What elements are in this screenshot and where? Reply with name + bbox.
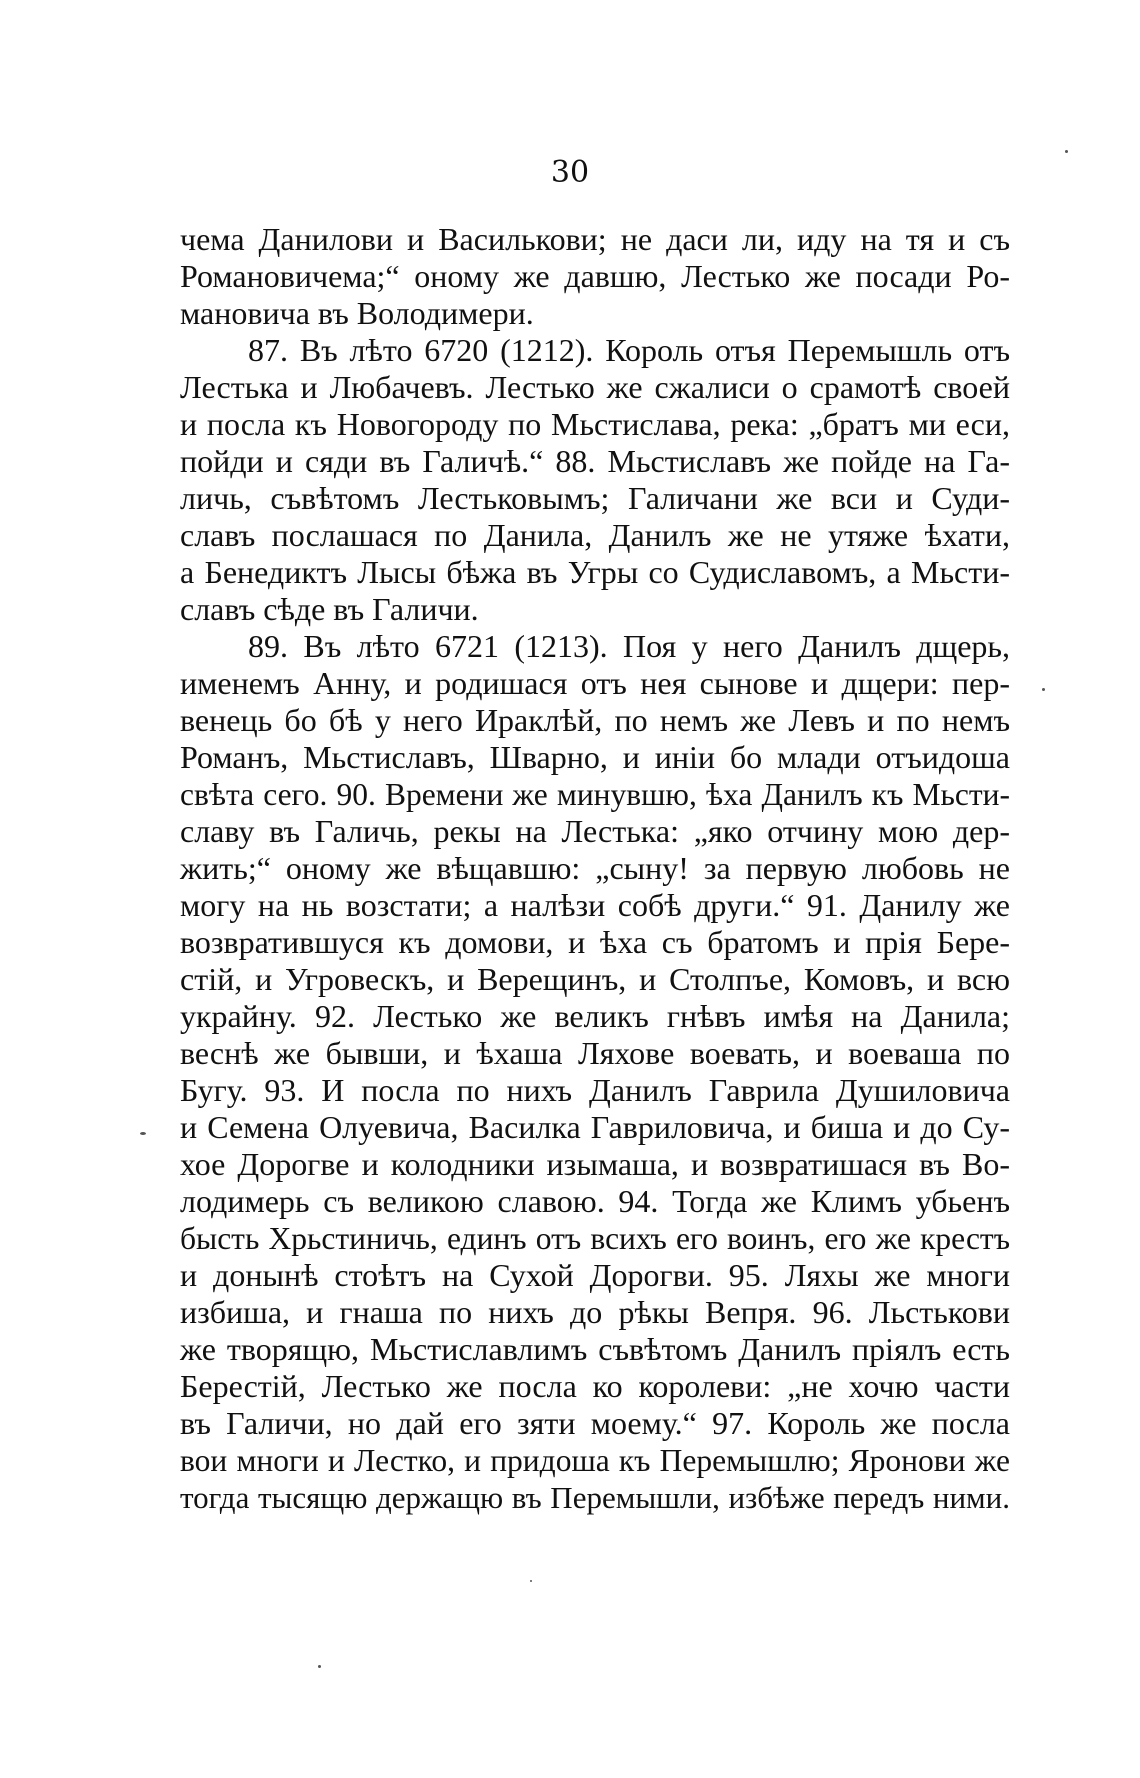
text-line: избиша, и гнаша по нихъ до рѣкы Вепря. 96. Льстькови — [180, 1294, 1010, 1330]
text-line: бысть Хрьстиничь, единъ отъ всихъ его воинъ, его же крестъ — [180, 1221, 1010, 1256]
scan-speck — [1065, 150, 1068, 153]
text-line: лодимерь съ великою славою. 94. Тогда же Климъ убьенъ — [180, 1183, 1010, 1219]
body-text — [180, 221, 1010, 1516]
text-line: а Бенедиктъ Лысы бѣжа въ Угры со Судиславомъ, а Мьсти- — [180, 554, 1010, 590]
text-line: тогда тысящю держащю въ Перемышли, избѣже передъ ними. — [180, 1480, 1010, 1515]
text-line: же творящю, Мьстиславлимъ съвѣтомъ Данилъ прiялъ есть — [180, 1331, 1010, 1367]
text-line: венець бо бѣ у него Ираклѣй, по немъ же Левъ и по немъ — [180, 702, 1010, 738]
text-line: возвратившуся къ домови, и ѣха съ братомъ и прiя Бере- — [180, 924, 1010, 960]
text-line: личь, съвѣтомъ Лестьковымъ; Галичани же вси и Суди- — [180, 480, 1010, 516]
text-line: стiй, и Угровескъ, и Верещинъ, и Столпъе, Комовъ, и всю — [180, 961, 1010, 997]
text-line: въ Галичи, но дай его зяти моему.“ 97. Король же посла — [180, 1405, 1010, 1441]
text-line: 87. Въ лѣто 6720 (1212). Король отъя Перемышль отъ — [248, 332, 1010, 368]
text-line: свѣта сего. 90. Времени же минувшю, ѣха Данилъ къ Мьсти- — [180, 777, 1010, 812]
text-line: Романъ, Мьстиславъ, Шварно, и инiи бо млади отъидоша — [180, 739, 1010, 775]
text-line: чема Данилови и Василькови; не даси ли, иду на тя и съ — [180, 221, 1010, 257]
text-line: славъ сѣде въ Галичи. — [180, 591, 479, 627]
text-line: именемъ Анну, и родишася отъ нея сынове и дщери: пер- — [180, 665, 1010, 701]
text-line: мановича въ Володимери. — [180, 295, 534, 331]
text-line: славъ послашася по Данила, Данилъ же не утяже ѣхати, — [180, 517, 1010, 553]
text-line: жить;“ оному же вѣщавшю: „сыну! за первую любовь не — [180, 850, 1010, 886]
text-line: и донынѣ стоѣтъ на Сухой Дорогви. 95. Ляхы же многи — [180, 1257, 1010, 1293]
text-line: могу на нь возстати; а налѣзи собѣ други.“ 91. Данилу же — [180, 887, 1010, 923]
page-number: 30 — [550, 155, 590, 190]
text-line: и Семена Олуевича, Василка Гавриловича, и биша и до Су- — [180, 1109, 1010, 1145]
scan-speck — [318, 1665, 321, 1668]
text-line: веснѣ же бывши, и ѣхаша Ляхове воевать, и воеваша по — [180, 1035, 1010, 1071]
text-line: Берестiй, Лестько же посла ко королеви: „не хочю части — [180, 1368, 1010, 1404]
text-line: украйну. 92. Лестько же великъ гнѣвъ имѣя на Данила; — [180, 998, 1010, 1034]
text-line: пойди и сяди въ Галичѣ.“ 88. Мьстиславъ же пойде на Га- — [180, 443, 1010, 479]
scan-speck — [140, 1132, 146, 1135]
text-line: Лестька и Любачевъ. Лестько же сжалиси о срамотѣ своей — [180, 369, 1010, 405]
text-line: 89. Въ лѣто 6721 (1213). Поя у него Данилъ дщерь, — [248, 628, 1010, 664]
text-line: Романовичема;“ оному же давшю, Лестько же посади Ро- — [180, 258, 1010, 294]
text-line: и посла къ Новогороду по Мьстислава, река: „братъ ми еси, — [180, 406, 1010, 442]
scan-speck — [1042, 688, 1045, 691]
scan-speck — [530, 1580, 532, 1582]
text-line: славу въ Галичь, рекы на Лестька: „яко отчину мою дер- — [180, 813, 1010, 849]
text-line: Бугу. 93. И посла по нихъ Данилъ Гаврила Душиловича — [180, 1072, 1010, 1108]
text-line: вои многи и Лестко, и придоша къ Перемышлю; Яронови же — [180, 1443, 1010, 1478]
text-line: хое Дорогве и колодники изымаша, и возвратишася въ Во- — [180, 1146, 1010, 1182]
